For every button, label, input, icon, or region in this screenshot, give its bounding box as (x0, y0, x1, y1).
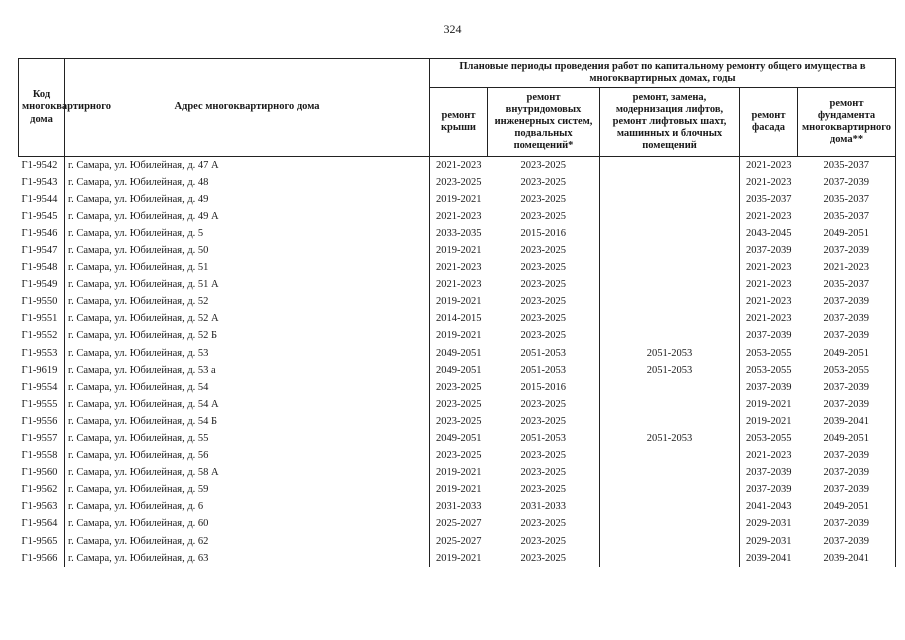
cell-elevators (600, 328, 740, 345)
cell-foundation: 2021-2023 (798, 260, 896, 277)
cell-elevators (600, 379, 740, 396)
cell-address: г. Самара, ул. Юбилейная, д. 51 А (65, 277, 430, 294)
cell-address: г. Самара, ул. Юбилейная, д. 60 (65, 516, 430, 533)
cell-facade: 2021-2023 (740, 260, 798, 277)
cell-foundation: 2037-2039 (798, 311, 896, 328)
cell-foundation: 2049-2051 (798, 225, 896, 242)
cell-address: г. Самара, ул. Юбилейная, д. 53 (65, 345, 430, 362)
page-number: 324 (443, 22, 462, 36)
cell-address: г. Самара, ул. Юбилейная, д. 54 (65, 379, 430, 396)
cell-roof: 2025-2027 (430, 533, 488, 550)
cell-systems: 2023-2025 (520, 415, 566, 427)
cell-systems: 2051-2053 (520, 433, 566, 445)
cell-roof: 2023-2025 (430, 174, 488, 191)
cell-elevators: 2051-2053 (600, 345, 740, 362)
cell-systems: 2023-2025 (520, 467, 566, 479)
cell-systems: 2031-2033 (520, 501, 566, 513)
table-row (19, 516, 896, 533)
repair-schedule-table (18, 58, 896, 567)
cell-roof: 2021-2023 (430, 157, 488, 175)
cell-code: Г1-9565 (21, 535, 58, 547)
cell-code: Г1-9543 (21, 176, 58, 188)
cell-foundation: 2035-2037 (798, 277, 896, 294)
cell-address: г. Самара, ул. Юбилейная, д. 53 а (65, 362, 430, 379)
cell-facade: 2041-2043 (740, 499, 798, 516)
header-roof: ремонт крыши (430, 88, 488, 157)
cell-address: г. Самара, ул. Юбилейная, д. 51 (65, 260, 430, 277)
cell-systems: 2023-2025 (520, 313, 566, 325)
table-row (19, 482, 896, 499)
cell-address: г. Самара, ул. Юбилейная, д. 55 (65, 431, 430, 448)
cell-address: г. Самара, ул. Юбилейная, д. 56 (65, 448, 430, 465)
cell-elevators (600, 225, 740, 242)
cell-elevators (600, 465, 740, 482)
cell-address: г. Самара, ул. Юбилейная, д. 49 А (65, 208, 430, 225)
cell-elevators (600, 516, 740, 533)
cell-facade: 2037-2039 (740, 482, 798, 499)
cell-elevators (600, 311, 740, 328)
cell-systems: 2023-2025 (520, 210, 566, 222)
header-elevators: ремонт, замена, модернизация лифтов, ремонт лифтовых шахт, машинных и блочных помещений (600, 88, 740, 157)
cell-address: г. Самара, ул. Юбилейная, д. 58 А (65, 465, 430, 482)
cell-facade: 2029-2031 (740, 533, 798, 550)
cell-address: г. Самара, ул. Юбилейная, д. 47 А (65, 157, 430, 175)
cell-facade: 2037-2039 (740, 242, 798, 259)
cell-elevators (600, 260, 740, 277)
cell-elevators (600, 191, 740, 208)
cell-code: Г1-9542 (21, 159, 58, 171)
table-row (19, 413, 896, 430)
table-row (19, 225, 896, 242)
cell-systems: 2023-2025 (520, 244, 566, 256)
cell-systems: 2023-2025 (520, 262, 566, 274)
table-row (19, 191, 896, 208)
cell-code: Г1-9553 (21, 347, 58, 359)
table-row (19, 328, 896, 345)
cell-address: г. Самара, ул. Юбилейная, д. 6 (65, 499, 430, 516)
cell-elevators (600, 294, 740, 311)
cell-address: г. Самара, ул. Юбилейная, д. 52 А (65, 311, 430, 328)
table-row (19, 499, 896, 516)
cell-code: Г1-9554 (21, 381, 58, 393)
cell-foundation: 2039-2041 (798, 413, 896, 430)
cell-elevators (600, 396, 740, 413)
cell-facade: 2021-2023 (740, 294, 798, 311)
cell-systems: 2023-2025 (520, 176, 566, 188)
table-row (19, 396, 896, 413)
table-row (19, 208, 896, 225)
cell-systems: 2023-2025 (520, 296, 566, 308)
cell-code: Г1-9552 (21, 330, 58, 342)
cell-foundation: 2053-2055 (798, 362, 896, 379)
table-header (19, 59, 896, 157)
cell-address: г. Самара, ул. Юбилейная, д. 54 А (65, 396, 430, 413)
cell-roof: 2049-2051 (430, 345, 488, 362)
cell-foundation: 2035-2037 (798, 157, 896, 175)
cell-code: Г1-9556 (21, 415, 58, 427)
cell-foundation: 2037-2039 (798, 328, 896, 345)
cell-code: Г1-9551 (21, 313, 58, 325)
cell-foundation: 2037-2039 (798, 174, 896, 191)
cell-facade: 2037-2039 (740, 465, 798, 482)
cell-facade: 2039-2041 (740, 550, 798, 567)
cell-address: г. Самара, ул. Юбилейная, д. 48 (65, 174, 430, 191)
cell-elevators (600, 157, 740, 175)
cell-systems: 2023-2025 (520, 398, 566, 410)
header-periods-group: Плановые периоды проведения работ по капитальному ремонту общего имущества в многоквартирных домах, годы (430, 59, 896, 88)
cell-roof: 2023-2025 (430, 396, 488, 413)
cell-roof: 2021-2023 (430, 260, 488, 277)
cell-foundation: 2037-2039 (798, 379, 896, 396)
cell-elevators (600, 208, 740, 225)
cell-systems: 2023-2025 (520, 193, 566, 205)
cell-code: Г1-9548 (21, 262, 58, 274)
cell-code: Г1-9547 (21, 244, 58, 256)
cell-systems: 2023-2025 (520, 552, 566, 564)
table-row (19, 157, 896, 175)
cell-roof: 2019-2021 (430, 482, 488, 499)
cell-roof: 2023-2025 (430, 379, 488, 396)
cell-foundation: 2049-2051 (798, 345, 896, 362)
cell-code: Г1-9549 (21, 279, 58, 291)
cell-foundation: 2049-2051 (798, 431, 896, 448)
cell-systems: 2023-2025 (520, 535, 566, 547)
cell-code: Г1-9564 (21, 518, 58, 530)
cell-roof: 2014-2015 (430, 311, 488, 328)
cell-address: г. Самара, ул. Юбилейная, д. 62 (65, 533, 430, 550)
cell-foundation: 2049-2051 (798, 499, 896, 516)
cell-roof: 2019-2021 (430, 294, 488, 311)
table-row (19, 362, 896, 379)
cell-address: г. Самара, ул. Юбилейная, д. 50 (65, 242, 430, 259)
cell-foundation: 2037-2039 (798, 242, 896, 259)
cell-facade: 2019-2021 (740, 413, 798, 430)
cell-systems: 2023-2025 (520, 330, 566, 342)
cell-elevators (600, 499, 740, 516)
cell-foundation: 2037-2039 (798, 482, 896, 499)
cell-code: Г1-9544 (21, 193, 58, 205)
cell-elevators (600, 413, 740, 430)
cell-facade: 2029-2031 (740, 516, 798, 533)
cell-code: Г1-9558 (21, 450, 58, 462)
cell-code: Г1-9546 (21, 227, 58, 239)
cell-systems: 2015-2016 (520, 227, 566, 239)
cell-roof: 2021-2023 (430, 277, 488, 294)
cell-code: Г1-9555 (21, 398, 58, 410)
cell-foundation: 2037-2039 (798, 533, 896, 550)
cell-facade: 2037-2039 (740, 379, 798, 396)
cell-roof: 2031-2033 (430, 499, 488, 516)
cell-systems: 2023-2025 (520, 159, 566, 171)
cell-elevators (600, 550, 740, 567)
cell-foundation: 2035-2037 (798, 191, 896, 208)
cell-facade: 2053-2055 (740, 345, 798, 362)
cell-address: г. Самара, ул. Юбилейная, д. 5 (65, 225, 430, 242)
cell-foundation: 2037-2039 (798, 516, 896, 533)
cell-facade: 2019-2021 (740, 396, 798, 413)
cell-elevators (600, 448, 740, 465)
cell-facade: 2021-2023 (740, 174, 798, 191)
cell-code: Г1-9562 (21, 484, 58, 496)
cell-facade: 2053-2055 (740, 362, 798, 379)
cell-foundation: 2037-2039 (798, 396, 896, 413)
cell-systems: 2023-2025 (520, 279, 566, 291)
table-body (19, 157, 896, 568)
cell-elevators (600, 482, 740, 499)
cell-facade: 2037-2039 (740, 328, 798, 345)
table-row (19, 533, 896, 550)
table-row (19, 379, 896, 396)
cell-code: Г1-9560 (21, 467, 58, 479)
table-row (19, 311, 896, 328)
cell-code: Г1-9545 (21, 210, 58, 222)
header-code: Код многоквартирного дома (19, 59, 65, 157)
cell-foundation: 2037-2039 (798, 294, 896, 311)
table-row (19, 294, 896, 311)
table-row (19, 345, 896, 362)
cell-roof: 2019-2021 (430, 328, 488, 345)
cell-foundation: 2037-2039 (798, 448, 896, 465)
cell-foundation: 2039-2041 (798, 550, 896, 567)
cell-roof: 2019-2021 (430, 242, 488, 259)
cell-code: Г1-9619 (21, 364, 58, 376)
cell-elevators (600, 277, 740, 294)
cell-facade: 2021-2023 (740, 448, 798, 465)
cell-roof: 2019-2021 (430, 550, 488, 567)
cell-foundation: 2037-2039 (798, 465, 896, 482)
cell-roof: 2049-2051 (430, 431, 488, 448)
table-row (19, 465, 896, 482)
cell-facade: 2021-2023 (740, 208, 798, 225)
cell-roof: 2049-2051 (430, 362, 488, 379)
cell-roof: 2023-2025 (430, 448, 488, 465)
cell-code: Г1-9563 (21, 501, 58, 513)
table-row (19, 260, 896, 277)
cell-roof: 2023-2025 (430, 413, 488, 430)
header-facade: ремонт фасада (740, 88, 798, 157)
cell-roof: 2019-2021 (430, 191, 488, 208)
cell-foundation: 2035-2037 (798, 208, 896, 225)
table-row (19, 550, 896, 567)
cell-code: Г1-9566 (21, 552, 58, 564)
cell-address: г. Самара, ул. Юбилейная, д. 59 (65, 482, 430, 499)
table-row (19, 431, 896, 448)
table-row (19, 242, 896, 259)
table-row (19, 277, 896, 294)
table-row (19, 174, 896, 191)
cell-roof: 2021-2023 (430, 208, 488, 225)
cell-address: г. Самара, ул. Юбилейная, д. 49 (65, 191, 430, 208)
cell-facade: 2021-2023 (740, 157, 798, 175)
header-foundation: ремонт фундамента многоквартирного дома** (798, 88, 896, 157)
cell-systems: 2051-2053 (520, 364, 566, 376)
cell-systems: 2051-2053 (520, 347, 566, 359)
cell-facade: 2035-2037 (740, 191, 798, 208)
cell-systems: 2023-2025 (520, 484, 566, 496)
cell-address: г. Самара, ул. Юбилейная, д. 52 Б (65, 328, 430, 345)
cell-systems: 2023-2025 (520, 450, 566, 462)
cell-roof: 2033-2035 (430, 225, 488, 242)
cell-address: г. Самара, ул. Юбилейная, д. 52 (65, 294, 430, 311)
cell-systems: 2015-2016 (520, 381, 566, 393)
cell-address: г. Самара, ул. Юбилейная, д. 54 Б (65, 413, 430, 430)
cell-address: г. Самара, ул. Юбилейная, д. 63 (65, 550, 430, 567)
cell-facade: 2043-2045 (740, 225, 798, 242)
cell-facade: 2021-2023 (740, 311, 798, 328)
cell-elevators (600, 533, 740, 550)
cell-elevators (600, 242, 740, 259)
cell-elevators (600, 174, 740, 191)
table-row (19, 448, 896, 465)
cell-roof: 2019-2021 (430, 465, 488, 482)
cell-systems: 2023-2025 (520, 518, 566, 530)
cell-facade: 2053-2055 (740, 431, 798, 448)
cell-facade: 2021-2023 (740, 277, 798, 294)
header-address: Адрес многоквартирного дома (65, 59, 430, 157)
cell-elevators: 2051-2053 (600, 431, 740, 448)
cell-elevators: 2051-2053 (600, 362, 740, 379)
header-systems: ремонт внутридомовых инженерных систем, подвальных помещений* (488, 88, 600, 157)
cell-code: Г1-9550 (21, 296, 58, 308)
cell-roof: 2025-2027 (430, 516, 488, 533)
cell-code: Г1-9557 (21, 433, 58, 445)
